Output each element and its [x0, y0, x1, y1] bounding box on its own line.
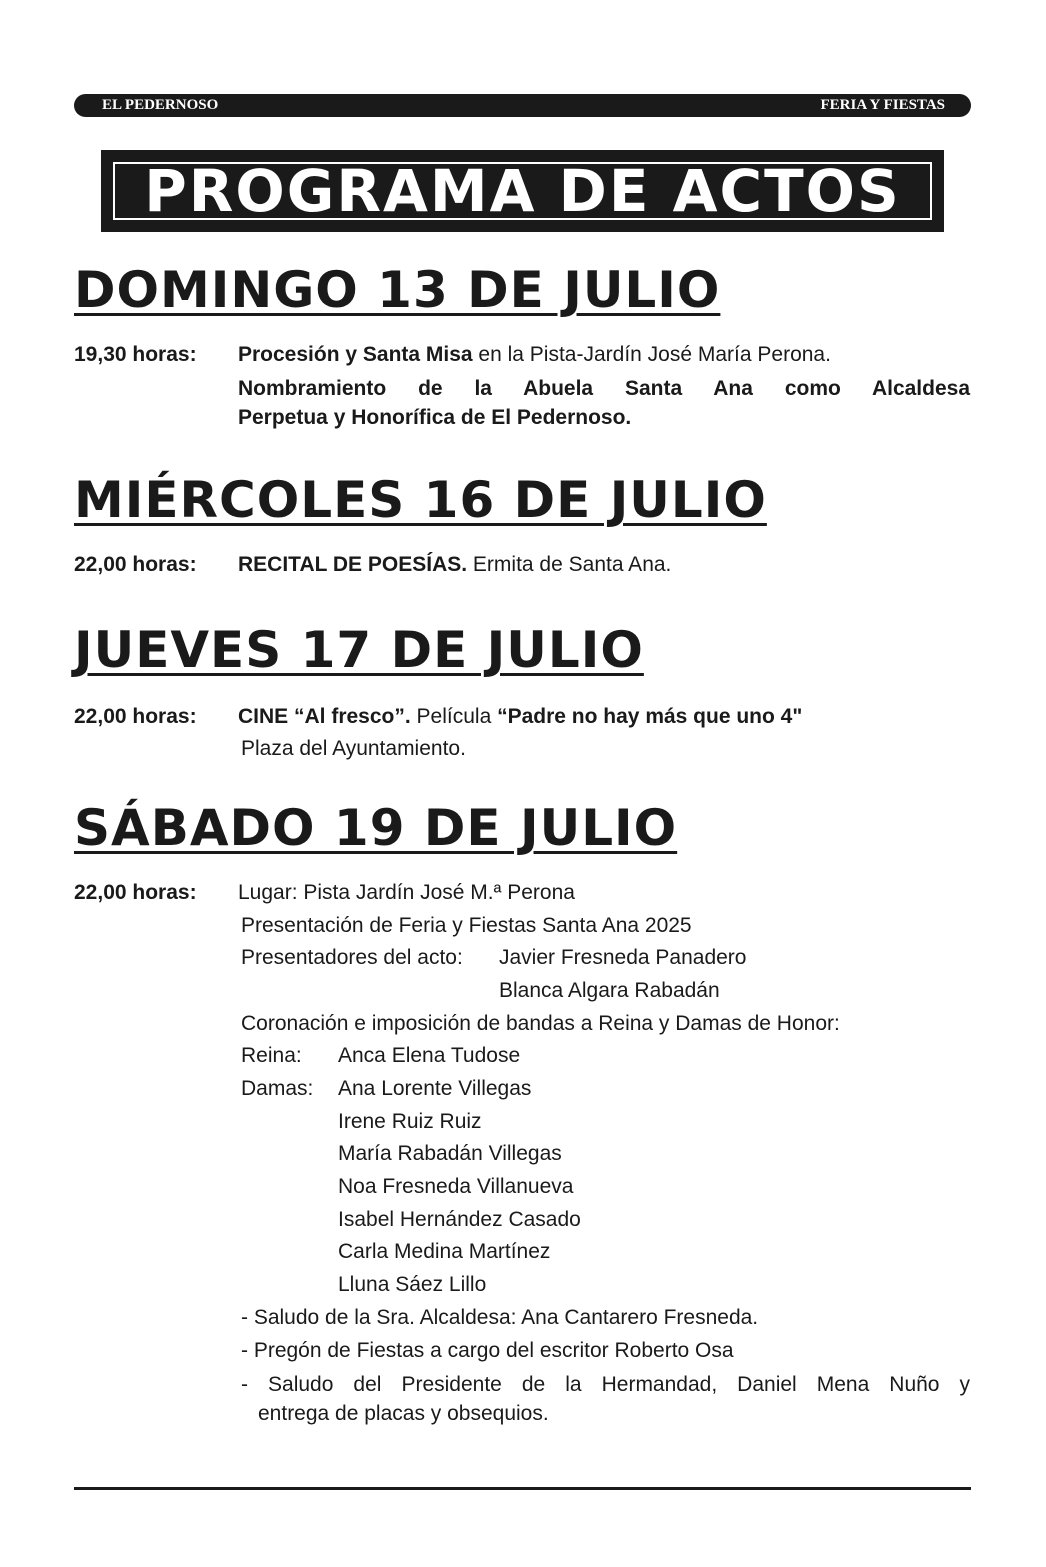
queen-name: Anca Elena Tudose [338, 1044, 521, 1067]
event-line: Lugar: Pista Jardín José M.ª Perona [238, 881, 575, 904]
header-bar [74, 94, 971, 117]
lady-name: Lluna Sáez Lillo [338, 1273, 487, 1296]
event-line [238, 341, 831, 369]
event-time: 22,00 horas: [74, 705, 197, 728]
event-time: 22,00 horas: [74, 553, 197, 576]
presenter-name: Javier Fresneda Panadero [499, 946, 747, 969]
header-town: EL PEDERNOSO [102, 97, 219, 113]
presenter-name: Blanca Algara Rabadán [499, 979, 720, 1002]
event-line: Plaza del Ayuntamiento. [241, 737, 466, 760]
lady-name: Isabel Hernández Casado [338, 1208, 581, 1231]
queen-label: Reina: [241, 1044, 302, 1067]
ladies-label: Damas: [241, 1077, 314, 1100]
event-line: Presentación de Feria y Fiestas Santa Ana 2025 [241, 914, 692, 937]
bottom-divider [74, 1487, 971, 1490]
lady-name: María Rabadán Villegas [338, 1142, 562, 1165]
event-line: entrega de placas y obsequios. [258, 1402, 549, 1425]
event-line: Perpetua y Honorífica de El Pedernoso. [238, 406, 632, 429]
lady-name: Irene Ruiz Ruiz [338, 1110, 482, 1133]
event-time: 22,00 horas: [74, 881, 197, 904]
title-banner [101, 150, 944, 232]
event-text: Ermita de Santa Ana. [467, 553, 672, 576]
event-line: Nombramiento de la Abuela Santa Ana como Alcaldesa [238, 377, 970, 400]
page-title: PROGRAMA DE ACTOS [144, 157, 901, 225]
day-heading-jueves: JUEVES 17 DE JULIO [74, 621, 644, 679]
header-event: FERIA Y FIESTAS [820, 97, 945, 113]
event-bold-text: RECITAL DE POESÍAS. [238, 553, 468, 576]
lady-name: Ana Lorente Villegas [338, 1077, 532, 1100]
event-line: - Pregón de Fiestas a cargo del escritor Roberto Osa [241, 1339, 734, 1362]
event-bold-text: Procesión y Santa Misa [238, 343, 473, 366]
event-line [238, 703, 802, 731]
event-line: - Saludo de la Sra. Alcaldesa: Ana Cantarero Fresneda. [241, 1306, 759, 1329]
event-time: 19,30 horas: [74, 343, 197, 366]
lady-name: Noa Fresneda Villanueva [338, 1175, 574, 1198]
day-heading-sabado: SÁBADO 19 DE JULIO [74, 799, 678, 857]
event-bold-text: “Padre no hay más que uno 4" [497, 705, 803, 728]
day-heading-miercoles: MIÉRCOLES 16 DE JULIO [74, 471, 767, 529]
lady-name: Carla Medina Martínez [338, 1240, 551, 1263]
event-line: Coronación e imposición de bandas a Reina y Damas de Honor: [241, 1012, 840, 1035]
event-line: - Saludo del Presidente de la Hermandad, Daniel Mena Nuño y [241, 1373, 970, 1396]
presenters-label: Presentadores del acto: [241, 946, 463, 969]
event-text: en la Pista-Jardín José María Perona. [472, 343, 831, 366]
event-bold-text: CINE “Al fresco”. [238, 705, 411, 728]
day-heading-domingo: DOMINGO 13 DE JULIO [74, 261, 721, 319]
event-text: Película [410, 705, 498, 728]
event-line [238, 551, 671, 579]
